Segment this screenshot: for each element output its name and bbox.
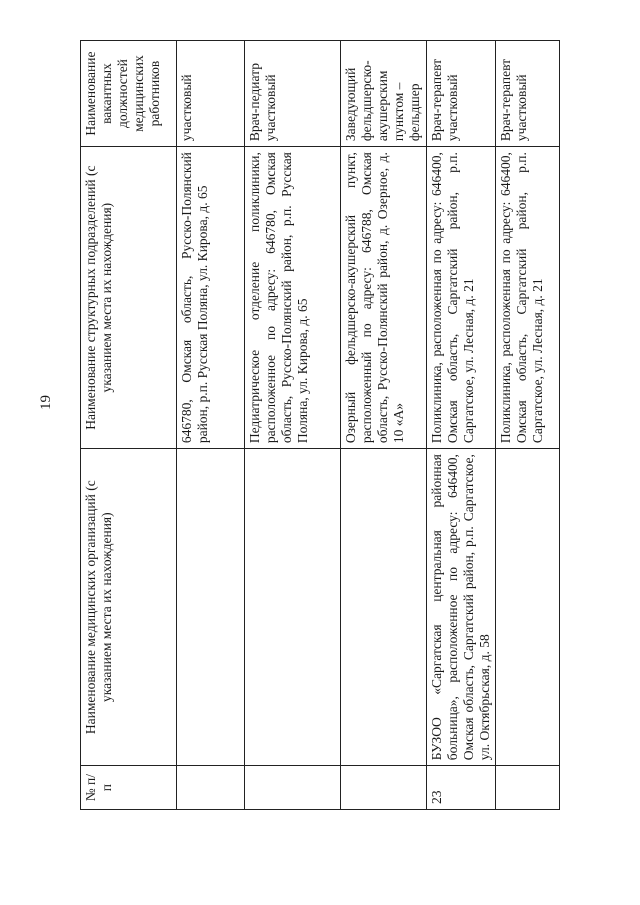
cell-division: 646780, Омская область, Русско-Полянский район, р.п. Русская Поляна, ул. Кирова, д. 65: [177, 147, 245, 449]
cell-organization: БУЗОО «Саргатская центральная районная больница», расположенное по адресу: 646400, Омская область, Саргатский район, р.п. Саргатское, ул. Октябрьская, д. 58: [426, 449, 496, 766]
header-division: Наименование структурных подразделений (с указанием места их нахождения): [81, 147, 177, 449]
cell-position: Врач-терапевт участковый: [496, 41, 560, 147]
cell-organization: [496, 449, 560, 766]
cell-num: [244, 766, 340, 810]
header-num: № п/п: [81, 766, 177, 810]
cell-division: Поликлиника, расположенная по адресу: 646400, Омская область, Саргатский район, р.п. Саргатское, ул. Лесная, д. 21: [426, 147, 496, 449]
cell-division: Озерный фельдшерско-акушерский пункт, расположенный по адресу: 646788, Омская область, Русско-Полянский район, д. Озерное, д. 10 «А»: [340, 147, 426, 449]
cell-position: Врач-терапевт участковый: [426, 41, 496, 147]
vacancies-table: [80, 40, 560, 810]
cell-num: [177, 766, 245, 810]
rotated-table-container: [80, 40, 560, 810]
cell-organization: [244, 449, 340, 766]
cell-position: участковый: [177, 41, 245, 147]
table-row: [244, 41, 340, 810]
table-header-row: [81, 41, 177, 810]
page-number: 19: [38, 395, 54, 410]
cell-division: Поликлиника, расположенная по адресу: 646400, Омская область, Саргатский район, р.п. Саргатское, ул. Лесная, д. 21: [496, 147, 560, 449]
table-row: [340, 41, 426, 810]
table-row: [426, 41, 496, 810]
cell-num: [340, 766, 426, 810]
cell-position: Заведующий фельдшерско-акушерским пунктом – фельдшер: [340, 41, 426, 147]
cell-position: Врач-педиатр участковый: [244, 41, 340, 147]
table-row: [177, 41, 245, 810]
header-organization: Наименование медицинских организаций (с указанием места их нахождения): [81, 449, 177, 766]
header-position: Наименование вакантных должностей медицинских работников: [81, 41, 177, 147]
cell-num: [496, 766, 560, 810]
cell-organization: [340, 449, 426, 766]
cell-organization: [177, 449, 245, 766]
cell-division: Педиатрическое отделение поликлиники, расположенное по адресу: 646780, Омская область, Русско-Полянский район, р.п. Русская Поляна, ул. Кирова, д. 65: [244, 147, 340, 449]
table-row: [496, 41, 560, 810]
cell-num: 23: [426, 766, 496, 810]
